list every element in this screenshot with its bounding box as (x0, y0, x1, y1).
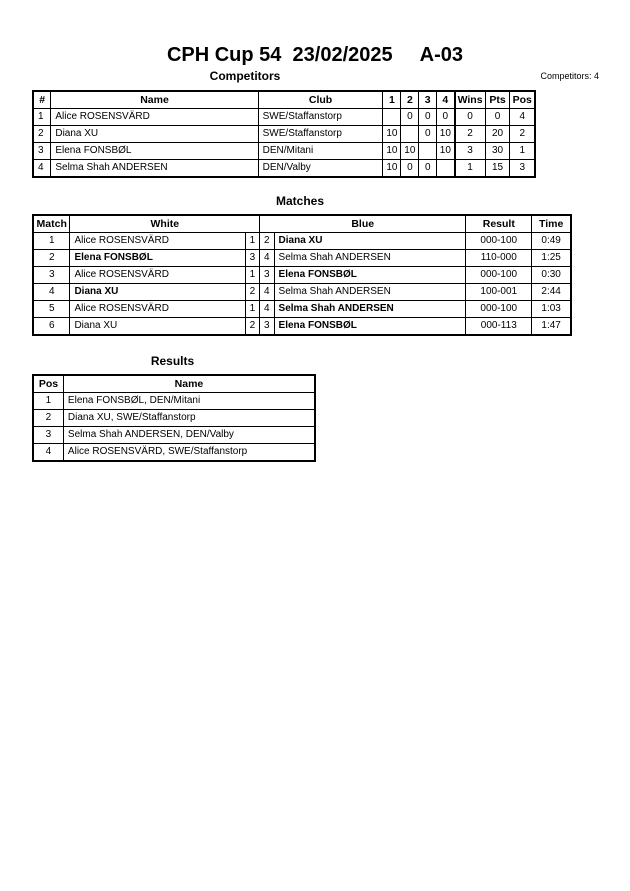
col-header-4: 4 (437, 91, 455, 109)
competitor-pos: 4 (510, 109, 535, 126)
col-header-blue: Blue (260, 215, 466, 233)
match-number: 2 (33, 250, 70, 267)
competitor-score-s4: 0 (437, 109, 455, 126)
match-number: 4 (33, 284, 70, 301)
competitor-name: Diana XU (51, 126, 258, 143)
match-white-num: 1 (245, 267, 259, 284)
match-blue-num: 4 (260, 250, 274, 267)
col-header-wins: Wins (455, 91, 486, 109)
competitor-score-s3: 0 (419, 126, 437, 143)
match-blue-name: Selma Shah ANDERSEN (274, 284, 466, 301)
competitor-name: Alice ROSENSVÄRD (51, 109, 258, 126)
col-header-3: 3 (419, 91, 437, 109)
col-header-name: Name (51, 91, 258, 109)
result-row (33, 427, 315, 444)
result-row (33, 410, 315, 427)
competitor-num: 1 (33, 109, 51, 126)
col-header-match: Match (33, 215, 70, 233)
competitor-score-s1 (383, 109, 401, 126)
competitor-score-s1: 10 (383, 143, 401, 160)
match-result: 000-100 (466, 267, 532, 284)
match-time: 0:30 (532, 267, 571, 284)
competitor-num: 2 (33, 126, 51, 143)
competitor-score-s3: 0 (419, 109, 437, 126)
competitor-row (33, 126, 535, 143)
match-blue-num: 3 (260, 318, 274, 336)
result-row (33, 444, 315, 462)
match-white-name: Elena FONSBØL (70, 250, 245, 267)
competitor-score-s2: 10 (401, 143, 419, 160)
competitor-club: SWE/Staffanstorp (258, 126, 383, 143)
match-blue-num: 4 (260, 301, 274, 318)
competitor-score-s4: 10 (437, 143, 455, 160)
competitor-pts: 15 (485, 160, 510, 178)
competitor-score-s4 (437, 160, 455, 178)
match-blue-name: Elena FONSBØL (274, 267, 466, 284)
match-blue-name: Diana XU (274, 233, 466, 250)
match-result: 000-100 (466, 301, 532, 318)
result-name: Elena FONSBØL, DEN/Mitani (63, 393, 315, 410)
match-number: 6 (33, 318, 70, 336)
col-header-result: Result (466, 215, 532, 233)
result-row (33, 393, 315, 410)
match-white-name: Alice ROSENSVÄRD (70, 301, 245, 318)
match-blue-name: Selma Shah ANDERSEN (274, 301, 466, 318)
match-row (33, 318, 571, 336)
col-header-white: White (70, 215, 260, 233)
match-blue-name: Selma Shah ANDERSEN (274, 250, 466, 267)
match-number: 5 (33, 301, 70, 318)
competitors-heading: Competitors (209, 69, 281, 83)
competitor-wins: 0 (455, 109, 486, 126)
match-blue-name: Elena FONSBØL (274, 318, 466, 336)
competitor-row (33, 109, 535, 126)
competitor-wins: 1 (455, 160, 486, 178)
competitors-count: Competitors: 4 (540, 71, 599, 81)
match-time: 2:44 (532, 284, 571, 301)
competitors-header-row (33, 91, 535, 109)
result-pos: 4 (33, 444, 63, 462)
match-white-num: 2 (245, 318, 259, 336)
competitor-num: 4 (33, 160, 51, 178)
col-header-2: 2 (401, 91, 419, 109)
match-time: 1:47 (532, 318, 571, 336)
competitor-row (33, 143, 535, 160)
results-table (32, 374, 316, 462)
competitor-pts: 0 (485, 109, 510, 126)
col-header-1: 1 (383, 91, 401, 109)
match-result: 110-000 (466, 250, 532, 267)
match-white-num: 1 (245, 233, 259, 250)
match-row (33, 250, 571, 267)
page-title: CPH Cup 54 23/02/2025 A-03 (166, 44, 464, 66)
results-heading: Results (150, 354, 195, 368)
competitor-score-s1: 10 (383, 160, 401, 178)
result-pos: 3 (33, 427, 63, 444)
match-time: 0:49 (532, 233, 571, 250)
match-row (33, 233, 571, 250)
result-name: Selma Shah ANDERSEN, DEN/Valby (63, 427, 315, 444)
col-header-num: # (33, 91, 51, 109)
match-blue-num: 3 (260, 267, 274, 284)
competitor-club: SWE/Staffanstorp (258, 109, 383, 126)
competitor-club: DEN/Mitani (258, 143, 383, 160)
match-white-name: Diana XU (70, 318, 245, 336)
competitor-row (33, 160, 535, 178)
match-result: 000-100 (466, 233, 532, 250)
match-row (33, 301, 571, 318)
competitor-pts: 30 (485, 143, 510, 160)
col-header-pos: Pos (510, 91, 535, 109)
match-blue-num: 4 (260, 284, 274, 301)
competitor-club: DEN/Valby (258, 160, 383, 178)
competitors-table (32, 90, 536, 178)
col-header-time: Time (532, 215, 571, 233)
result-pos: 2 (33, 410, 63, 427)
competitor-score-s2: 0 (401, 160, 419, 178)
competitor-pos: 2 (510, 126, 535, 143)
col-header-club: Club (258, 91, 383, 109)
matches-table (32, 214, 572, 336)
match-row (33, 267, 571, 284)
col-header-result-name: Name (63, 375, 315, 393)
competitor-score-s4: 10 (437, 126, 455, 143)
match-time: 1:25 (532, 250, 571, 267)
match-time: 1:03 (532, 301, 571, 318)
results-header-row (33, 375, 315, 393)
result-pos: 1 (33, 393, 63, 410)
match-white-num: 2 (245, 284, 259, 301)
competitor-name: Elena FONSBØL (51, 143, 258, 160)
result-name: Diana XU, SWE/Staffanstorp (63, 410, 315, 427)
match-white-name: Diana XU (70, 284, 245, 301)
competitor-score-s2: 0 (401, 109, 419, 126)
competitor-pos: 3 (510, 160, 535, 178)
competitor-score-s1: 10 (383, 126, 401, 143)
match-row (33, 284, 571, 301)
match-number: 1 (33, 233, 70, 250)
result-name: Alice ROSENSVÄRD, SWE/Staffanstorp (63, 444, 315, 462)
match-result: 000-113 (466, 318, 532, 336)
competitor-pts: 20 (485, 126, 510, 143)
matches-header-row (33, 215, 571, 233)
competitor-pos: 1 (510, 143, 535, 160)
match-white-name: Alice ROSENSVÄRD (70, 233, 245, 250)
match-white-num: 3 (245, 250, 259, 267)
match-white-name: Alice ROSENSVÄRD (70, 267, 245, 284)
match-number: 3 (33, 267, 70, 284)
match-blue-num: 2 (260, 233, 274, 250)
match-result: 100-001 (466, 284, 532, 301)
matches-heading: Matches (275, 194, 325, 208)
match-white-num: 1 (245, 301, 259, 318)
col-header-pts: Pts (485, 91, 510, 109)
competitor-wins: 2 (455, 126, 486, 143)
competitor-score-s3 (419, 143, 437, 160)
competitor-score-s3: 0 (419, 160, 437, 178)
competitor-name: Selma Shah ANDERSEN (51, 160, 258, 178)
competitor-score-s2 (401, 126, 419, 143)
competitor-num: 3 (33, 143, 51, 160)
col-header-result-pos: Pos (33, 375, 63, 393)
competitor-wins: 3 (455, 143, 486, 160)
